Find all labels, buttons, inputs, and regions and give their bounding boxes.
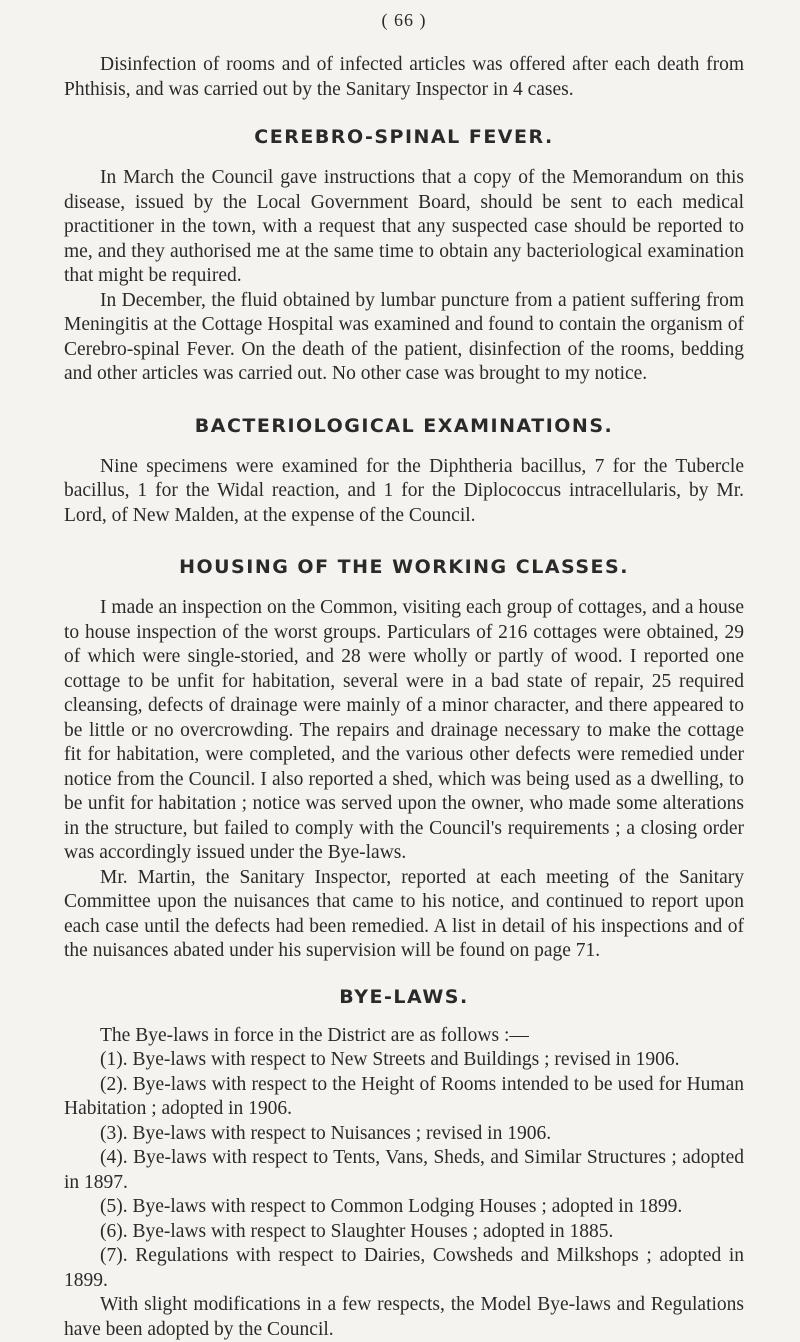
byelaws-intro: The Bye-laws in force in the District are as follows :— (100, 1024, 529, 1046)
byelaw-item: (3). Bye-laws with respect to Nuisances ; revised in 1906. (100, 1122, 552, 1144)
page-number: ( 66 ) (381, 10, 427, 30)
byelaw-item: (5). Bye-laws with respect to Common Lodging Houses ; adopted in 1899. (100, 1196, 683, 1217)
bact-paragraph: Nine specimens were examined for the Diphtheria bacillus, 7 for the Tubercle bacillus, 1 for the Widal reaction, and 1 for the Diplococcus intracellularis, by Mr. Lord, of New Malden, at the expense of the Council. (64, 455, 744, 526)
heading-cerebro-spinal-fever: CEREBRO-SPINAL FEVER. (254, 126, 554, 148)
byelaws-closing: With slight modifications in a few respects, the Model Bye-laws and Regulations have been adopted by the Council. (64, 1294, 744, 1340)
byelaw-item: (1). Bye-laws with respect to New Streets and Buildings ; revised in 1906. (100, 1049, 680, 1070)
housing-paragraph-2: Mr. Martin, the Sanitary Inspector, reported at each meeting of the Sanitary Committee upon the nuisances that came to his notice, and continued to report upon each case until the defects had been remedied. A list in detail of his inspections and of the nuisances abated under his supervision will be found on page 71. (64, 866, 744, 961)
housing-paragraph-1: I made an inspection on the Common, visiting each group of cottages, and a house to house inspection of the worst groups. Particulars of 216 cottages were obtained, 29 of which were single-storied, and 28 were wholly or partly of wood. I reported one cottage to be unfit for habitation, several were in a bad state of repair, 25 required cleansing, defects of drainage were mainly of a minor character, and there appeared to be little or no overcrowding. The repairs and drainage necessary to make the cottage fit for habitation, were completed, and the various other defects were remedied under notice from the Council. I also reported a shed, which was being used as a dwelling, to be unfit for habitation ; notice was served upon the owner, who made some alterations in the structure, but failed to comply with the Council's requirements ; a closing order was accordingly issued under the Bye-laws. (64, 597, 744, 863)
cerebro-paragraph-2: In December, the fluid obtained by lumbar puncture from a patient suffering from Meningitis at the Cottage Hospital was examined and found to contain the organism of Cerebro-spinal Fever. On the death of the patient, disinfection of the rooms, bedding and other articles was carried out. No other case was brought to my notice. (64, 289, 744, 384)
byelaw-item: (6). Bye-laws with respect to Slaughter Houses ; adopted in 1885. (100, 1220, 614, 1242)
byelaw-item: (7). Regulations with respect to Dairies, Cowsheds and Milkshops ; adopted in 1899. (64, 1245, 744, 1291)
intro-paragraph: Disinfection of rooms and of infected articles was offered after each death from Phthisis, and was carried out by the Sanitary Inspector in 4 cases. (64, 54, 744, 100)
heading-bye-laws: BYE-LAWS. (339, 985, 469, 1008)
cerebro-paragraph-1: In March the Council gave instructions that a copy of the Memorandum on this disease, issued by the Local Government Board, should be sent to each medical practitioner in the town, with a request that any suspected case should be reported to me, and they authorised me at the same time to obtain any bacteriological examination that might be required. (64, 167, 744, 286)
heading-housing-working-classes: HOUSING OF THE WORKING CLASSES. (179, 556, 629, 578)
heading-bacteriological-examinations: BACTERIOLOGICAL EXAMINATIONS. (194, 414, 614, 437)
byelaw-item: (2). Bye-laws with respect to the Height of Rooms intended to be used for Human Habitation ; adopted in 1906. (64, 1073, 744, 1119)
byelaw-item: (4). Bye-laws with respect to Tents, Vans, Sheds, and Similar Structures ; adopted in 1897. (64, 1147, 744, 1193)
